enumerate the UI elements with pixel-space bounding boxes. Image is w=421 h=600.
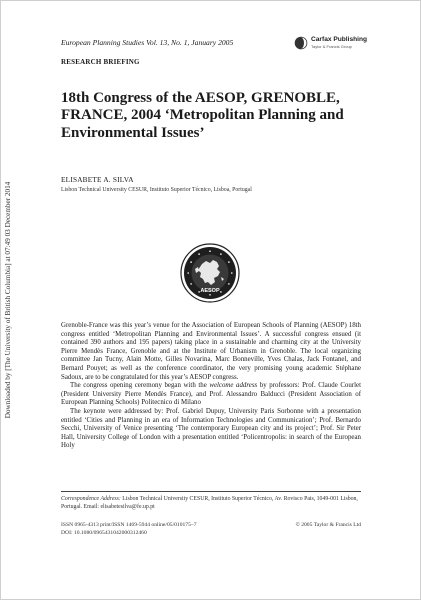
aesop-logo-icon (180, 243, 240, 303)
copyright: © 2005 Taylor & Francis Ltd (295, 522, 361, 528)
correspondence-text: Lisbon Technical University CESUR, Instituto Superior Técnico, Av. Rovisco Pais, 1049-001 Lisbon, Portugal. Email: elisabetesilva@fe.up.pt (61, 496, 358, 510)
author-affiliation: Lisbon Technical University CESUR, Instituto Superior Técnico, Lisboa, Portugal (61, 187, 252, 193)
body-paragraph-2: The congress opening ceremony began with the welcome address by professors: Prof. Claude Courlet (President University Pierre Mendès France), and Prof. Alessandro Balducci (President Association of European Planning Schools) Politecnico di Milano (61, 382, 361, 407)
emphasis-welcome-address: welcome address (209, 382, 258, 390)
footnote-divider (61, 491, 361, 492)
download-note: Downloaded by [The University of British Columbia] at 07:49 03 December 2014 (4, 181, 12, 419)
article-title: 18th Congress of the AESOP, GRENOBLE, FRANCE, 2004 ‘Metropolitan Planning and Environmental Issues’ (61, 90, 344, 141)
download-sidebar (1, 140, 15, 460)
publication-identifiers (61, 521, 361, 537)
doi: DOI: 10.1080/0965431042000312460 (61, 530, 147, 536)
journal-citation: European Planning Studies Vol. 13, No. 1, January 2005 (61, 38, 234, 47)
article-body (61, 322, 361, 451)
section-label: RESEARCH BRIEFING (61, 58, 140, 66)
publisher-group: Taylor & Francis Group (311, 44, 352, 49)
correspondence-label: Correspondence Address: (61, 496, 121, 502)
author-name: ELISABETE A. SILVA (61, 175, 134, 184)
carfax-logo-icon (294, 36, 308, 50)
aesop-logo-text: AESOP (200, 288, 220, 294)
correspondence-address (61, 495, 361, 511)
body-paragraph-1: Grenoble-France was this year’s venue for the Association of European Schools of Planning (AESOP) 18th congress entitled ‘Metropolitan Planning and Environmental Issues’. A successful congress ensued (it contained 390 authors and 195 papers) taking place in a sustainable and charming city at the University Pierre Mendès France, Grenoble and at the Institute of Urbanism in Grenoble. The local organizing committee Jan Tucny, Alain Motte, Gilles Novarina, Marc Bonneville, Yves Chalas, Jack Fontanel, and Bernard Pouyet; as well as the conference coordinator, the very promising young academic Stéphane Sadoux, are to be congratulated for this year’s AESOP congress. (61, 322, 361, 381)
publisher-name: Carfax Publishing (311, 36, 368, 43)
issn: ISSN 0965-4313 print/ISSN 1469-5944 online/05/010175–7 (61, 522, 197, 528)
body-paragraph-3: The keynote were addressed by: Prof. Gabriel Dupuy, University Paris Sorbonne with a presentation entitled ‘Cities and Planning in an era of Information Technologies and Communication’; Prof. Bernardo Secchi, University of Venice presenting ‘The contemporary European city and its project’; Prof. Sir Peter Hall, University College of London with a presentation entitled ‘Policentropolis: in search of the European Holy (61, 407, 361, 450)
publisher-logo (294, 36, 367, 50)
